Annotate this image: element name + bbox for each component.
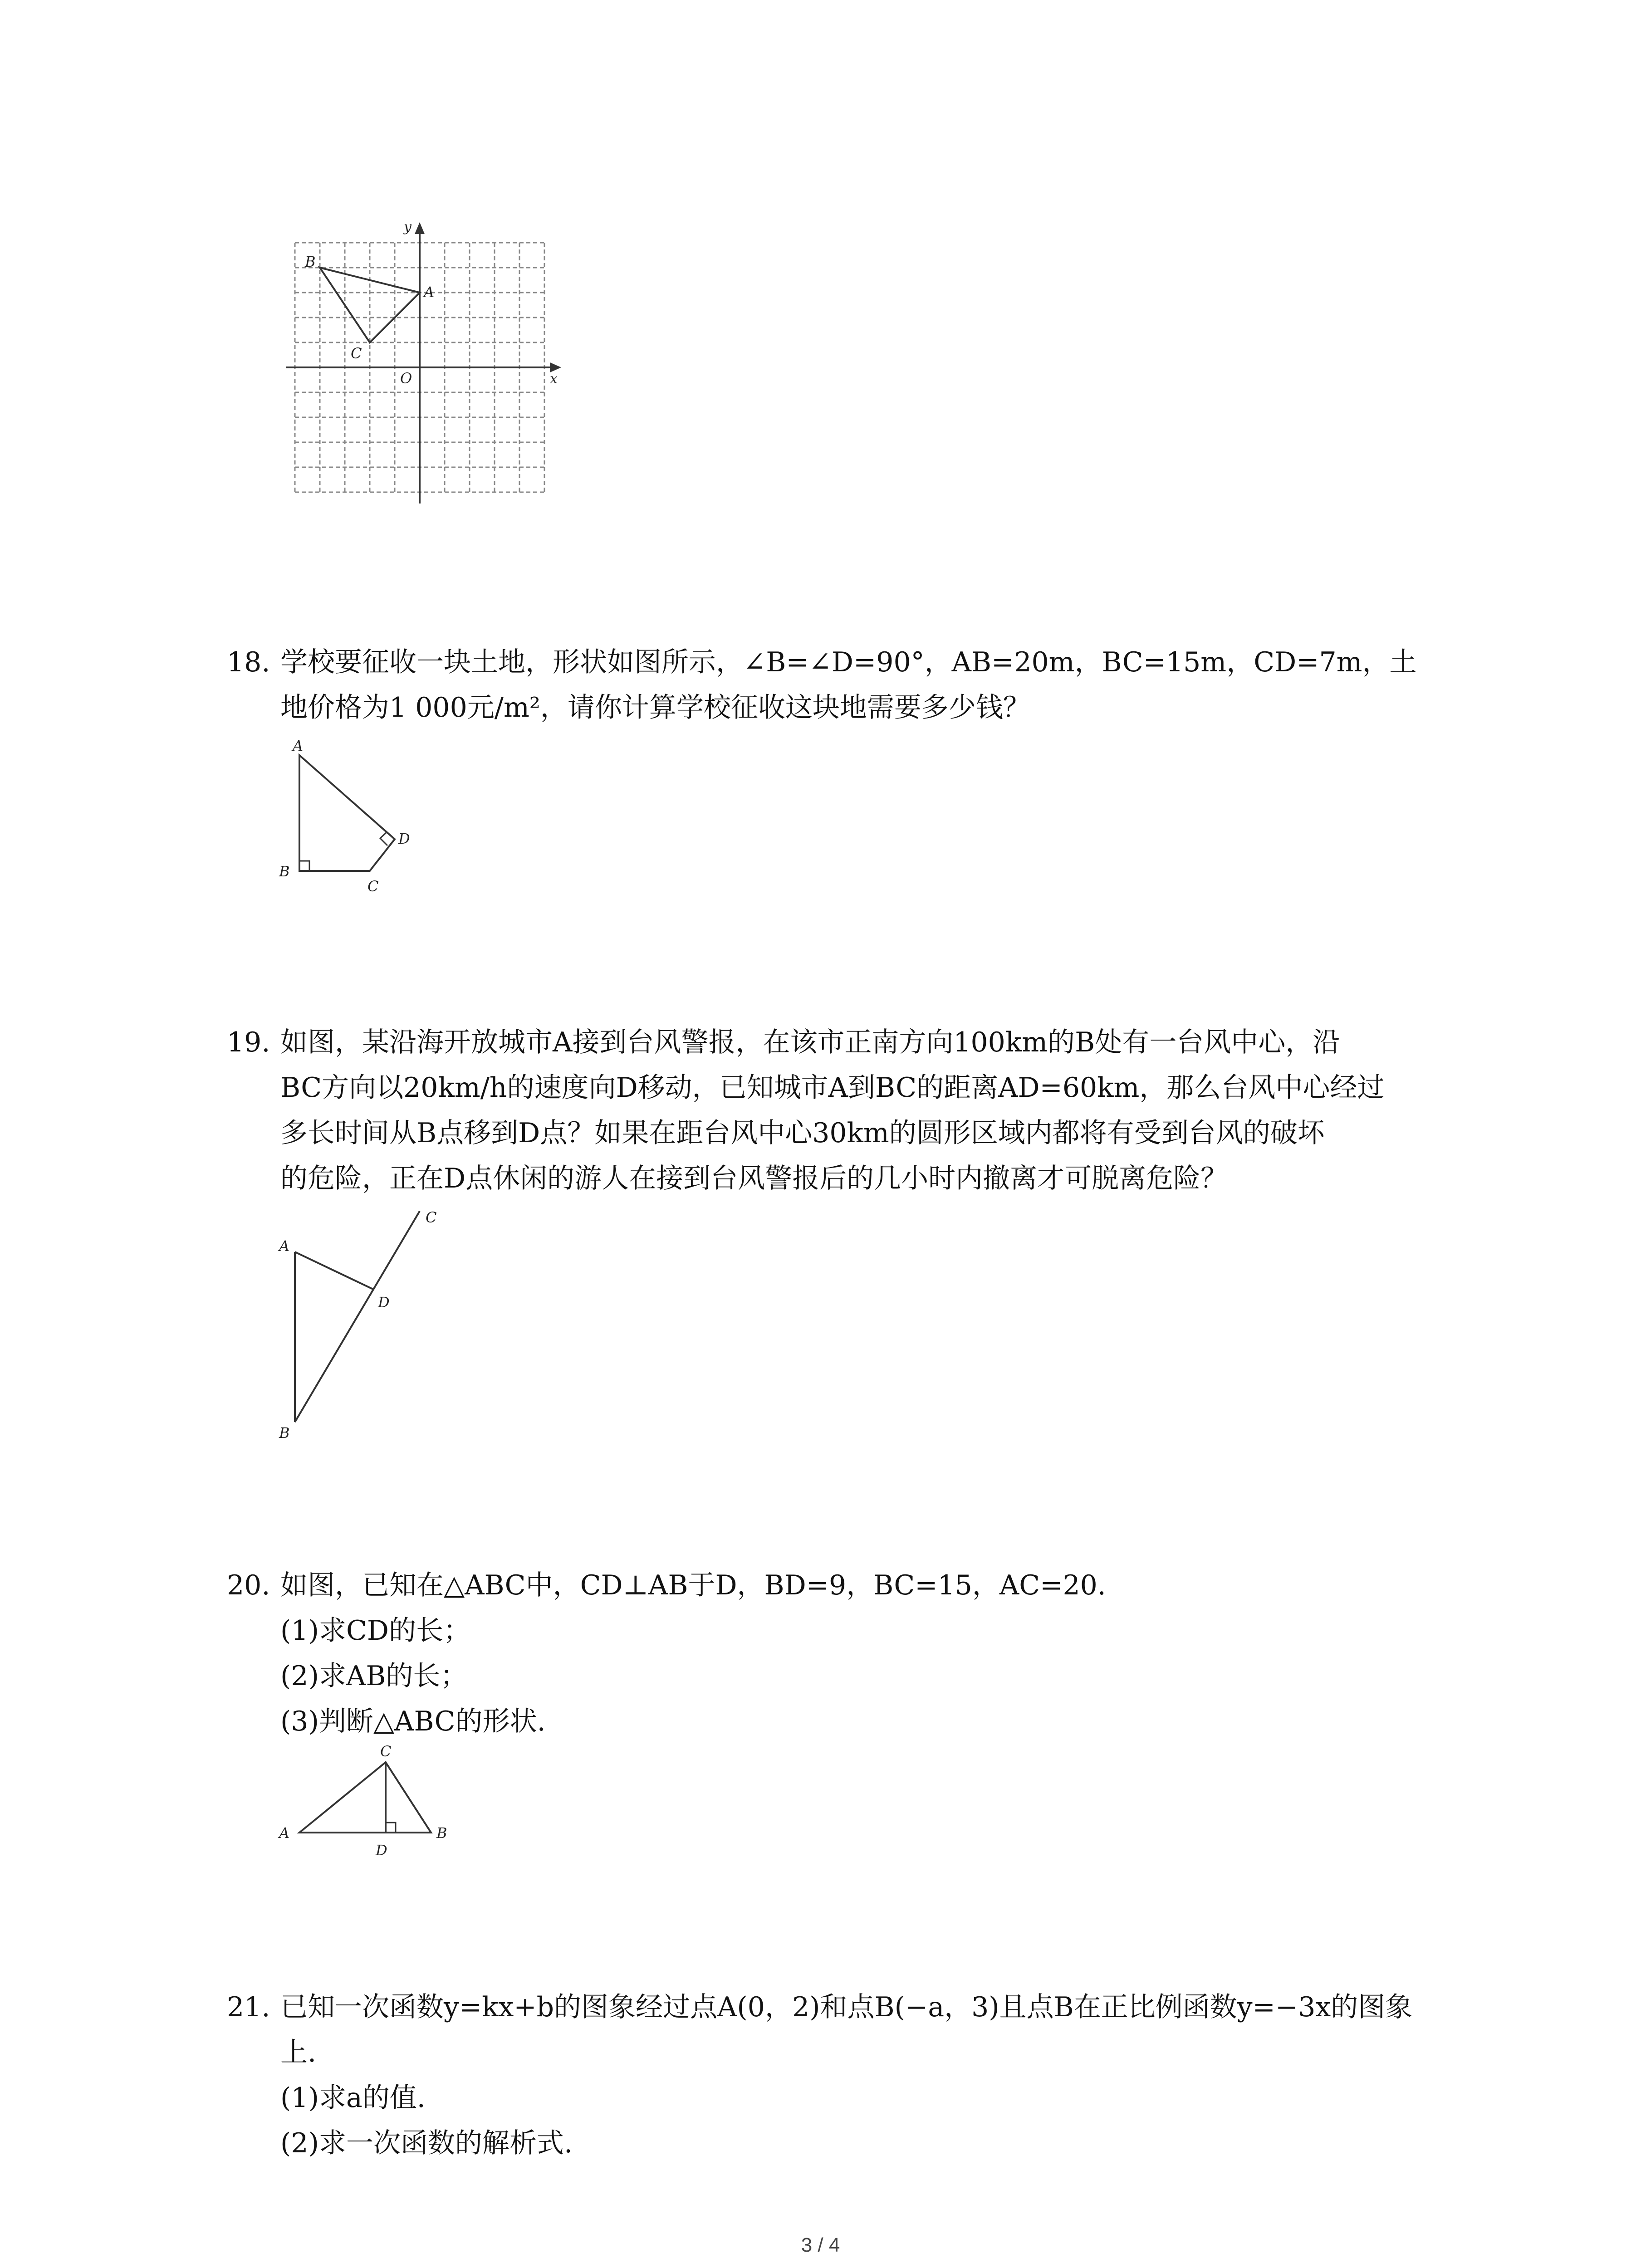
- question-18-number: 18.: [227, 646, 270, 678]
- line-bc: [295, 1211, 420, 1422]
- label-a: A: [424, 284, 435, 301]
- page-number: 3 / 4: [801, 2234, 840, 2256]
- question-20-line1: [227, 1563, 1452, 1608]
- label-b: B: [279, 863, 290, 880]
- label-b: B: [436, 1824, 447, 1842]
- question-21-line1: [227, 1984, 1452, 2030]
- label-d: D: [376, 1842, 387, 1859]
- question-20-sub2: (2)求AB的长；: [280, 1660, 468, 1692]
- question-21-sub2: (2)求一次函数的解析式.: [280, 2127, 573, 2159]
- question-21-number: 21.: [227, 1991, 270, 2023]
- q18-figure-svg: [272, 735, 445, 898]
- label-d: D: [398, 830, 410, 847]
- question-19-text1: 如图，某沿海开放城市A接到台风警报，在该市正南方向100km的B处有一台风中心，沿: [280, 1026, 1340, 1058]
- question-19-line1: [227, 1020, 1452, 1065]
- question-21-text2: 上.: [280, 2037, 317, 2068]
- grid-axes: [286, 225, 559, 503]
- question-19-text3: 多长时间从B点移到D点？如果在距台风中心30km的圆形区域内都将有受到台风的破坏: [280, 1117, 1325, 1149]
- label-o: O: [400, 370, 412, 387]
- triangle-abc: [299, 1762, 431, 1833]
- label-b: B: [305, 253, 316, 270]
- label-c: C: [367, 878, 379, 895]
- question-20: [227, 1563, 1452, 1744]
- label-a: A: [279, 1237, 290, 1255]
- label-b: B: [279, 1424, 290, 1442]
- question-21: [227, 1984, 1452, 2166]
- question-20-number: 20.: [227, 1569, 270, 1601]
- q20-figure-svg: [272, 1742, 481, 1864]
- grid-figure: [272, 218, 590, 514]
- label-c: C: [351, 345, 362, 362]
- question-19-number: 19.: [227, 1026, 270, 1058]
- q20-figure: [272, 1742, 481, 1866]
- question-19-text4: 的危险，正在D点休闲的游人在接到台风警报后的几小时内撤离才可脱离危险？: [280, 1163, 1228, 1194]
- label-d: D: [378, 1294, 390, 1311]
- label-a: A: [279, 1824, 290, 1842]
- q19-figure-svg: [272, 1202, 463, 1447]
- label-y-axis: y: [404, 219, 411, 235]
- question-18-text1: 学校要征收一块土地，形状如图所示，∠B=∠D=90°，AB=20m，BC=15m，CD=7m，土: [280, 646, 1417, 678]
- label-c: C: [426, 1209, 437, 1226]
- question-18-line1: [227, 640, 1452, 685]
- question-18: [227, 640, 1452, 730]
- label-x-axis: x: [550, 371, 558, 387]
- segment-ad: [295, 1252, 373, 1289]
- question-19-text2: BC方向以20km/h的速度向D移动，已知城市A到BC的距离AD=60km，那么台风中心经过: [280, 1072, 1385, 1104]
- question-18-text2: 地价格为1 000元/m²，请你计算学校征收这块地需要多少钱？: [280, 692, 1030, 723]
- label-a: A: [293, 737, 304, 754]
- right-angle-d: [380, 832, 387, 846]
- q19-figure: [272, 1202, 463, 1449]
- right-angle-b: [299, 861, 309, 871]
- question-19: [227, 1020, 1452, 1201]
- label-c: C: [380, 1743, 392, 1760]
- question-21-text1: 已知一次函数y=kx+b的图象经过点A(0，2)和点B(−a，3)且点B在正比例函数y=−3x的图象: [280, 1991, 1413, 2023]
- question-21-sub1: (1)求a的值.: [280, 2082, 426, 2114]
- right-angle-d: [386, 1823, 396, 1833]
- grid-figure-svg: [272, 218, 590, 513]
- question-20-sub3: (3)判断△ABC的形状.: [280, 1706, 546, 1737]
- question-20-text1: 如图，已知在△ABC中，CD⊥AB于D，BD=9，BC=15，AC=20.: [280, 1569, 1106, 1601]
- question-20-sub1: (1)求CD的长；: [280, 1615, 471, 1647]
- q18-figure: [272, 735, 445, 900]
- quadrilateral-abcd: [299, 755, 395, 871]
